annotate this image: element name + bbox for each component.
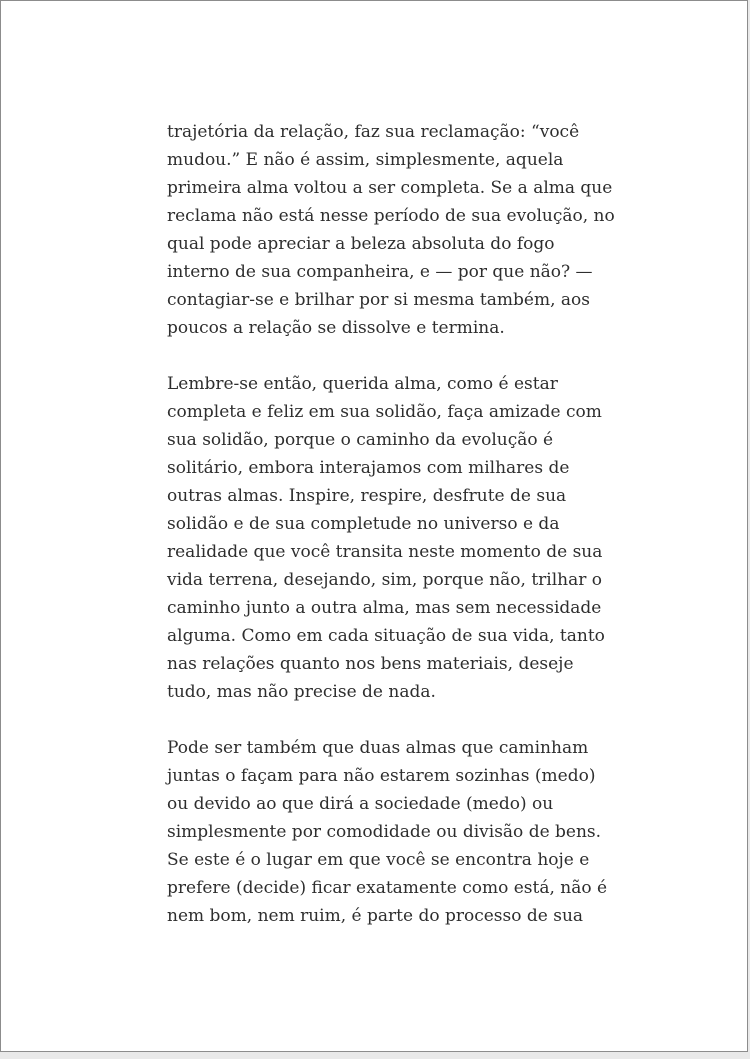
text-line: Se este é o lugar em que você se encontra hoje e — [167, 850, 590, 870]
body-text — [167, 118, 615, 930]
paragraph-2 — [167, 370, 612, 706]
text-line: primeira alma voltou a ser completa. Se a alma que — [167, 178, 613, 198]
paragraph-1 — [167, 118, 615, 342]
text-line: contagiar-se e brilhar por si mesma também, aos — [167, 290, 590, 310]
text-line: ou devido ao que dirá a sociedade (medo) ou — [167, 794, 554, 814]
text-line: completa e feliz em sua solidão, faça amizade com — [167, 402, 602, 422]
text-line: qual pode apreciar a beleza absoluta do fogo — [167, 234, 555, 254]
paragraph-3 — [167, 734, 612, 930]
text-line: reclama não está nesse período de sua evolução, no — [167, 206, 615, 226]
text-line: prefere (decide) ficar exatamente como está, não é — [167, 878, 608, 898]
text-line: trajetória da relação, faz sua reclamação: “você — [167, 122, 580, 142]
text-line: tudo, mas não precise de nada. — [167, 682, 436, 702]
text-line: simplesmente por comodidade ou divisão de bens. — [167, 822, 602, 842]
text-line: nem bom, nem ruim, é parte do processo de sua — [167, 906, 584, 926]
text-line: Pode ser também que duas almas que caminham — [167, 738, 589, 758]
text-line: poucos a relação se dissolve e termina. — [167, 318, 505, 338]
text-line: Lembre-se então, querida alma, como é estar — [167, 374, 558, 394]
text-line: solidão e de sua completude no universo e da — [167, 514, 560, 534]
text-line: nas relações quanto nos bens materiais, deseje — [167, 654, 574, 674]
text-line: outras almas. Inspire, respire, desfrute de sua — [167, 486, 567, 506]
text-line: sua solidão, porque o caminho da evolução é — [167, 430, 554, 450]
paragraph-spacer — [167, 706, 612, 734]
text-line: realidade que você transita neste momento de sua — [167, 542, 603, 562]
text-line: interno de sua companheira, e — por que não? — — [167, 262, 593, 282]
text-line: solitário, embora interajamos com milhares de — [167, 458, 570, 478]
text-line: vida terrena, desejando, sim, porque não, trilhar o — [167, 570, 603, 590]
text-line: mudou.” E não é assim, simplesmente, aquela — [167, 150, 564, 170]
text-line: juntas o façam para não estarem sozinhas (medo) — [167, 766, 596, 786]
text-line: caminho junto a outra alma, mas sem necessidade — [167, 598, 602, 618]
paragraph-spacer — [167, 342, 612, 370]
text-line: alguma. Como em cada situação de sua vida, tanto — [167, 626, 605, 646]
